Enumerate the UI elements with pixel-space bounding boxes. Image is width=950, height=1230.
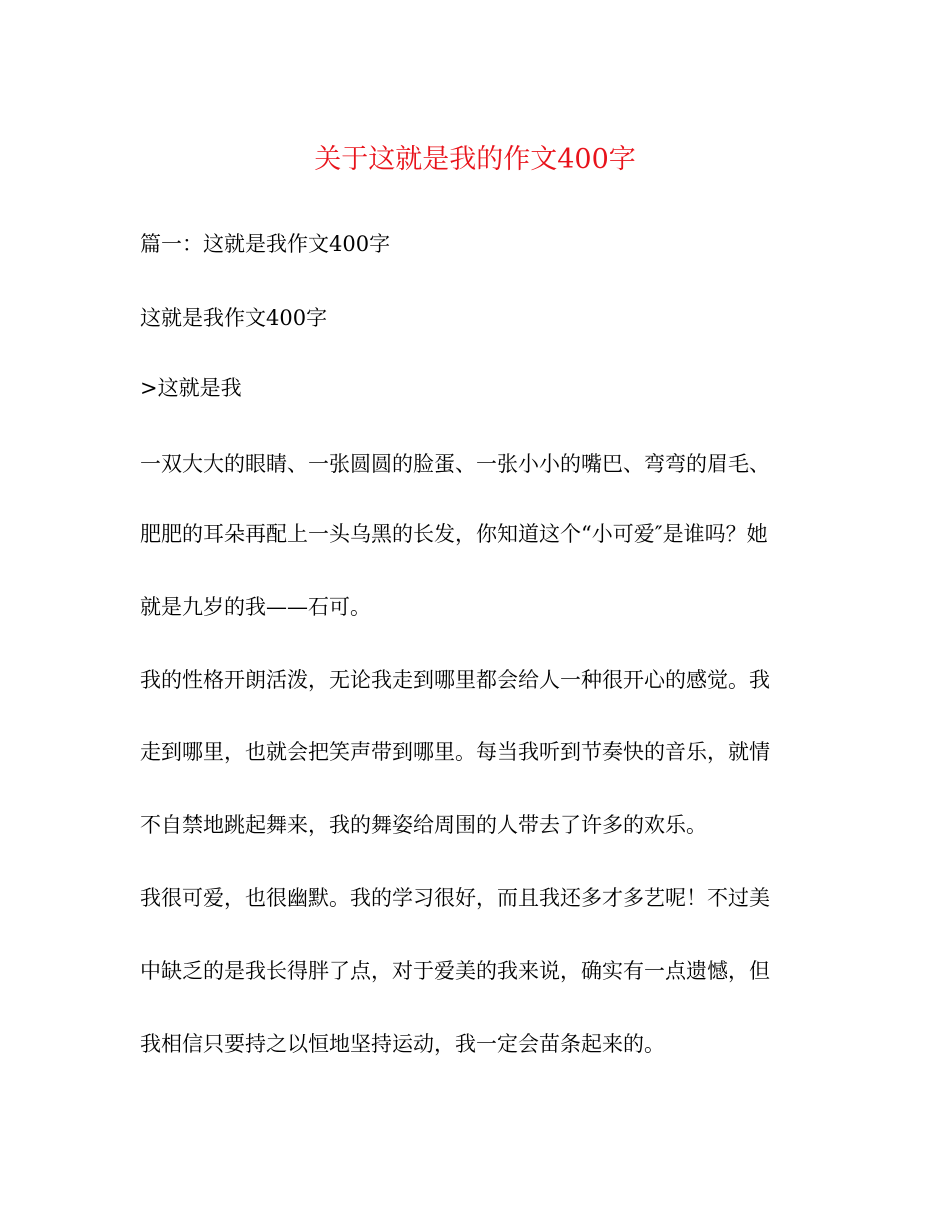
paragraph-line: 不自禁地跳起舞来，我的舞姿给周围的人带去了许多的欢乐。 — [140, 813, 707, 837]
section-heading: 篇一：这就是我作文400字 — [140, 232, 391, 256]
paragraph-line: 我的性格开朗活泼，无论我走到哪里都会给人一种很开心的感觉。我 — [140, 668, 770, 692]
paragraph-line: 我很可爱，也很幽默。我的学习很好，而且我还多才多艺呢！不过美 — [140, 886, 770, 910]
document-title: 关于这就是我的作文400字 — [314, 144, 636, 175]
paragraph-line: 我相信只要持之以恒地坚持运动，我一定会苗条起来的。 — [140, 1032, 665, 1056]
essay-subtitle: >这就是我 — [140, 376, 242, 400]
paragraph-line: 中缺乏的是我长得胖了点，对于爱美的我来说，确实有一点遗憾，但 — [140, 959, 770, 983]
essay-title: 这就是我作文400字 — [140, 306, 328, 330]
paragraph-line: 就是九岁的我——石可。 — [140, 595, 371, 619]
paragraph-line: 肥肥的耳朵再配上一头乌黑的长发，你知道这个“小可爱″是谁吗？她 — [140, 522, 768, 546]
paragraph-line: 走到哪里，也就会把笑声带到哪里。每当我听到节奏快的音乐，就情 — [140, 740, 770, 764]
paragraph-line: 一双大大的眼睛、一张圆圆的脸蛋、一张小小的嘴巴、弯弯的眉毛、 — [140, 452, 770, 476]
